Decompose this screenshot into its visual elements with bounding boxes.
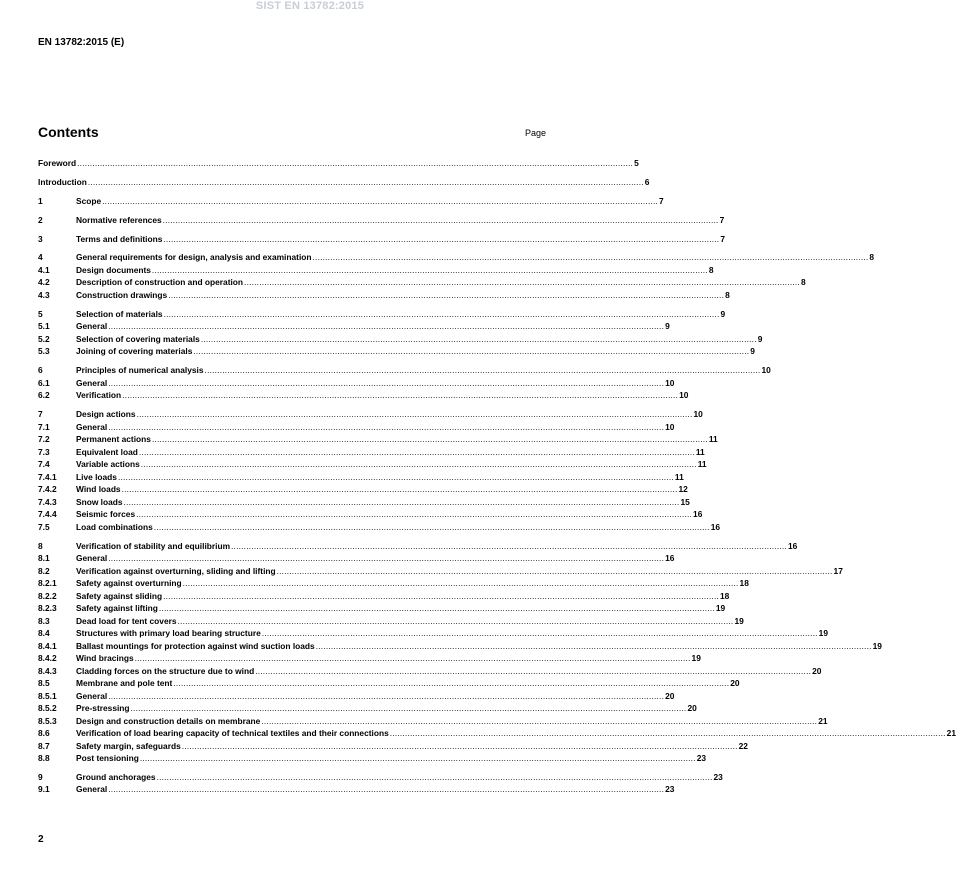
toc-entry-number: 7.3 <box>38 446 50 457</box>
toc-entry[interactable] <box>38 540 798 553</box>
watermark: SIST EN 13782:2015 <box>255 0 365 12</box>
toc-entry-title: Safety against sliding <box>76 590 163 601</box>
toc-entry-page: 10 <box>761 365 771 376</box>
toc-entry-title: Post tensioning <box>76 753 139 764</box>
toc-group <box>38 540 956 765</box>
toc-entry-title: General <box>76 421 108 432</box>
toc-entry[interactable] <box>38 577 749 590</box>
dot-leader: ............................................................................................................................................................................................................................ <box>108 553 665 564</box>
toc-entry[interactable] <box>38 377 675 390</box>
toc-entry[interactable] <box>38 289 730 302</box>
toc-entry-page: 19 <box>872 640 882 651</box>
toc-entry-page: 20 <box>812 665 822 676</box>
toc-group <box>38 771 723 796</box>
toc-entry[interactable] <box>38 665 822 678</box>
toc-entry-title: Scope <box>76 195 102 206</box>
toc-entry-number: 9.1 <box>38 784 50 795</box>
toc-entry[interactable] <box>38 233 725 246</box>
toc-entry-page: 19 <box>715 603 726 614</box>
toc-entry-page: 18 <box>720 590 730 601</box>
toc-entry-title: Variable actions <box>76 459 140 470</box>
dot-leader: ............................................................................................................................................................................................................................ <box>108 690 665 701</box>
toc-entry-title: Selection of materials <box>76 308 163 319</box>
toc-entry-page: 10 <box>679 390 689 401</box>
dot-leader: ............................................................................................................................................................................................................................ <box>139 753 696 764</box>
document-id: EN 13782:2015 (E) <box>38 37 125 48</box>
toc-entry-page: 11 <box>674 471 684 482</box>
toc-entry-title: General <box>76 690 108 701</box>
toc-entry-number: 7.4 <box>38 459 50 470</box>
toc-entry-title: Design documents <box>76 264 151 275</box>
toc-entry-title: Design and construction details on membrane <box>76 715 261 726</box>
toc-entry-number: 8.3 <box>38 615 50 626</box>
toc-entry-page: 20 <box>730 678 740 689</box>
dot-leader: ............................................................................................................................................................................................................................ <box>77 158 634 168</box>
dot-leader: ............................................................................................................................................................................................................................ <box>162 214 719 225</box>
dot-leader: ............................................................................................................................................................................................................................ <box>102 195 659 206</box>
toc-entry-number: 1 <box>38 195 43 206</box>
toc-entry-title: Ballast mountings for protection against wind suction loads <box>76 640 315 651</box>
toc-entry-title: Normative references <box>76 214 162 225</box>
toc-entry-number: 7.4.1 <box>38 471 57 482</box>
toc-entry-number: 4.2 <box>38 277 50 288</box>
toc-group <box>38 233 725 246</box>
toc-entry-number: 8.5.1 <box>38 690 57 701</box>
toc-entry-page: 11 <box>695 446 705 457</box>
toc-entry-number: 7.4.4 <box>38 509 57 520</box>
toc-entry-page: 22 <box>738 740 748 751</box>
toc-group <box>38 157 639 170</box>
dot-leader: ............................................................................................................................................................................................................................ <box>122 390 679 401</box>
toc-entry-page: 21 <box>946 728 956 739</box>
toc-entry[interactable] <box>38 783 675 796</box>
toc-entry-title: Verification <box>76 390 122 401</box>
dot-leader: ............................................................................................................................................................................................................................ <box>156 771 713 782</box>
toc-entry-page: 10 <box>665 421 675 432</box>
toc-entry[interactable] <box>38 320 670 333</box>
toc-entry-title: General <box>76 377 108 388</box>
toc-entry-title: Terms and definitions <box>76 233 163 244</box>
toc-entry-page: 7 <box>720 233 725 244</box>
toc-entry-number: 8.2.1 <box>38 578 57 589</box>
toc-entry-title: Equivalent load <box>76 446 138 457</box>
toc-entry-page: 20 <box>665 690 675 701</box>
toc-entry-number: 6.1 <box>38 377 50 388</box>
toc-entry[interactable] <box>38 433 718 446</box>
toc-entry-title: Snow loads <box>76 496 123 507</box>
dot-leader: ............................................................................................................................................................................................................................ <box>108 377 665 388</box>
dot-leader: ............................................................................................................................................................................................................................ <box>163 308 720 319</box>
toc-entry-number: 4.1 <box>38 264 50 275</box>
dot-leader: ............................................................................................................................................................................................................................ <box>134 653 691 664</box>
toc-entry-number: 8.2 <box>38 565 50 576</box>
toc-entry[interactable] <box>38 690 675 703</box>
toc-entry[interactable] <box>38 602 726 615</box>
dot-leader: ............................................................................................................................................................................................................................ <box>151 434 708 445</box>
toc-entry[interactable] <box>38 627 828 640</box>
toc-entry-title: Description of construction and operation <box>76 277 244 288</box>
dot-leader: ............................................................................................................................................................................................................................ <box>231 540 787 551</box>
toc-entry-title: Safety against lifting <box>76 603 158 614</box>
dot-leader: ............................................................................................................................................................................................................................ <box>151 264 708 275</box>
toc-entry-number: 8.4.1 <box>38 640 57 651</box>
toc-group <box>38 195 664 208</box>
dot-leader: ............................................................................................................................................................................................................................ <box>181 740 738 751</box>
toc-entry-page: 16 <box>710 521 721 532</box>
toc-entry-title: Principles of numerical analysis <box>76 365 204 376</box>
toc-entry-page: 8 <box>869 252 875 263</box>
toc-entry[interactable] <box>38 771 723 784</box>
toc-entry-number: 7.2 <box>38 434 50 445</box>
toc-entry[interactable] <box>38 565 843 578</box>
dot-leader: ............................................................................................................................................................................................................................ <box>108 784 665 795</box>
toc-entry-number: 8.1 <box>38 553 50 564</box>
toc-entry[interactable] <box>38 677 740 690</box>
toc-entry-number: 8.2.3 <box>38 603 57 614</box>
toc-entry-title: Pre-stressing <box>76 703 130 714</box>
toc-entry[interactable] <box>38 214 725 227</box>
toc-entry-page: 12 <box>678 484 688 495</box>
toc-entry[interactable] <box>38 389 689 402</box>
toc-entry[interactable] <box>38 715 828 728</box>
dot-leader: ............................................................................................................................................................................................................................ <box>123 496 680 507</box>
toc-entry-title: Verification of load bearing capacity of technical textiles and their connections <box>76 728 389 739</box>
dot-leader: ............................................................................................................................................................................................................................ <box>130 703 687 714</box>
toc-entry-number: 8.4.3 <box>38 665 57 676</box>
toc-entry[interactable] <box>38 446 705 459</box>
toc-entry[interactable] <box>38 458 707 471</box>
toc-entry[interactable] <box>38 727 956 740</box>
dot-leader: ............................................................................................................................................................................................................................ <box>276 565 833 576</box>
toc-entry-page: 11 <box>708 434 718 445</box>
dot-leader: ............................................................................................................................................................................................................................ <box>87 176 644 187</box>
toc-entry-page: 16 <box>787 540 798 551</box>
toc-entry-number: 7.4.3 <box>38 496 57 507</box>
dot-leader: ............................................................................................................................................................................................................................ <box>140 459 697 470</box>
dot-leader: ............................................................................................................................................................................................................................ <box>158 603 715 614</box>
toc-entry-number: 5 <box>38 308 43 319</box>
toc-entry[interactable] <box>38 521 721 534</box>
toc-entry-number: 7.4.2 <box>38 484 57 495</box>
toc-entry[interactable] <box>38 471 684 484</box>
dot-leader: ............................................................................................................................................................................................................................ <box>121 484 678 495</box>
toc-entry-number: 7.5 <box>38 521 50 532</box>
toc-entry-title: General requirements for design, analysis and examination <box>76 252 312 263</box>
toc-entry-number: 7 <box>38 409 43 420</box>
toc-entry-page: 16 <box>665 553 675 564</box>
dot-leader: ............................................................................................................................................................................................................................ <box>389 728 946 739</box>
toc-entry[interactable] <box>38 740 748 753</box>
dot-leader: ............................................................................................................................................................................................................................ <box>136 509 693 520</box>
toc-entry[interactable] <box>38 640 882 653</box>
toc-entry-number: 5.1 <box>38 321 50 332</box>
toc-entry-title: Construction drawings <box>76 289 168 300</box>
toc-entry-number: 3 <box>38 233 43 244</box>
toc-entry-number: 4 <box>38 252 43 263</box>
toc-entry[interactable] <box>38 652 701 665</box>
toc-entry-number: 8.6 <box>38 728 50 739</box>
dot-leader: ............................................................................................................................................................................................................................ <box>136 409 693 420</box>
toc-entry-title: Verification against overturning, sliding and lifting <box>76 565 276 576</box>
toc-entry-number: 8.7 <box>38 740 50 751</box>
toc-entry[interactable] <box>38 333 763 346</box>
page-number: 2 <box>38 834 44 845</box>
toc-entry-page: 11 <box>697 459 707 470</box>
toc-entry-page: 6 <box>644 176 650 187</box>
toc-group <box>38 408 721 533</box>
toc-entry-page: 9 <box>750 346 755 357</box>
dot-leader: ............................................................................................................................................................................................................................ <box>261 628 818 639</box>
dot-leader: ............................................................................................................................................................................................................................ <box>200 333 757 344</box>
toc-entry-title: Membrane and pole tent <box>76 678 173 689</box>
toc-entry-page: 19 <box>818 628 828 639</box>
toc-entry-number: 5.2 <box>38 333 50 344</box>
dot-leader: ............................................................................................................................................................................................................................ <box>204 365 761 376</box>
toc-entry-number: 8.4.2 <box>38 653 57 664</box>
dot-leader: ............................................................................................................................................................................................................................ <box>117 471 674 482</box>
toc-entry-number: 8.8 <box>38 753 50 764</box>
toc-entry-page: 8 <box>725 289 730 300</box>
toc-entry[interactable] <box>38 364 771 377</box>
toc-entry-number: 7.1 <box>38 421 50 432</box>
toc-entry-title: Load combinations <box>76 521 153 532</box>
toc-entry[interactable] <box>38 251 875 264</box>
page-title: Contents <box>38 124 99 140</box>
toc-entry-number: 5.3 <box>38 346 50 357</box>
toc-entry-page: 19 <box>691 653 701 664</box>
toc-entry-page: 23 <box>713 771 723 782</box>
toc-entry[interactable] <box>38 276 806 289</box>
toc-entry[interactable] <box>38 496 690 509</box>
toc-entry-page: 10 <box>693 409 703 420</box>
toc-entry[interactable] <box>38 483 688 496</box>
toc-entry-page: 8 <box>800 277 806 288</box>
toc-entry-title: Seismic forces <box>76 509 136 520</box>
toc-entry-page: 9 <box>720 308 726 319</box>
toc-entry-number: 8.5.3 <box>38 715 57 726</box>
toc-group <box>38 176 650 189</box>
dot-leader: ............................................................................................................................................................................................................................ <box>261 715 818 726</box>
toc-entry[interactable] <box>38 590 730 603</box>
toc-entry-title: General <box>76 321 108 332</box>
toc-entry[interactable] <box>38 615 744 628</box>
toc-entry-page: 17 <box>833 565 843 576</box>
toc-entry-page: 18 <box>739 578 749 589</box>
toc-entry-page: 7 <box>659 195 664 206</box>
toc-entry-title: Verification of stability and equilibrium <box>76 540 231 551</box>
toc-entry[interactable] <box>38 408 703 421</box>
dot-leader: ............................................................................................................................................................................................................................ <box>163 233 720 244</box>
dot-leader: ............................................................................................................................................................................................................................ <box>177 615 734 626</box>
dot-leader: ............................................................................................................................................................................................................................ <box>173 678 730 689</box>
dot-leader: ............................................................................................................................................................................................................................ <box>315 640 872 651</box>
toc-entry-title: Wind bracings <box>76 653 134 664</box>
toc-entry-number: 4.3 <box>38 289 50 300</box>
dot-leader: ............................................................................................................................................................................................................................ <box>182 578 739 589</box>
toc-entry[interactable] <box>38 195 664 208</box>
toc-entry[interactable] <box>38 308 726 321</box>
toc-entry-page: 9 <box>665 321 670 332</box>
toc-entry-title: Cladding forces on the structure due to wind <box>76 665 255 676</box>
dot-leader: ............................................................................................................................................................................................................................ <box>168 289 725 300</box>
toc-entry-title: General <box>76 784 108 795</box>
page-column-label: Page <box>524 128 546 138</box>
toc-entry-title: Selection of covering materials <box>76 333 200 344</box>
toc-entry-page: 8 <box>708 264 714 275</box>
toc-entry-title: Wind loads <box>76 484 121 495</box>
toc-entry[interactable] <box>38 552 675 565</box>
toc-group <box>38 251 875 301</box>
toc-entry-title: Foreword <box>38 158 77 168</box>
toc-entry-title: Introduction <box>38 176 87 187</box>
toc-entry-title: Ground anchorages <box>76 771 156 782</box>
toc-entry-number: 8.2.2 <box>38 590 57 601</box>
toc-entry[interactable] <box>38 702 697 715</box>
toc-entry-page: 21 <box>818 715 828 726</box>
table-of-contents <box>38 157 956 802</box>
toc-entry[interactable] <box>38 157 639 170</box>
toc-entry-page: 23 <box>665 784 675 795</box>
toc-entry-number: 8.5 <box>38 678 50 689</box>
toc-entry-number: 8.5.2 <box>38 703 57 714</box>
toc-entry[interactable] <box>38 345 755 358</box>
toc-entry[interactable] <box>38 752 707 765</box>
dot-leader: ............................................................................................................................................................................................................................ <box>193 346 750 357</box>
toc-entry-title: Design actions <box>76 409 136 420</box>
dot-leader: ............................................................................................................................................................................................................................ <box>108 321 665 332</box>
toc-entry-page: 19 <box>734 615 744 626</box>
toc-entry-number: 6 <box>38 365 43 376</box>
toc-entry-title: Permanent actions <box>76 434 151 445</box>
toc-entry-title: General <box>76 553 108 564</box>
toc-entry-title: Joining of covering materials <box>76 346 193 357</box>
toc-entry-number: 8.4 <box>38 628 50 639</box>
toc-entry-page: 5 <box>634 158 639 168</box>
toc-entry-page: 15 <box>680 496 690 507</box>
toc-entry-page: 16 <box>693 509 703 520</box>
toc-entry-page: 10 <box>665 377 675 388</box>
toc-entry-title: Dead load for tent covers <box>76 615 177 626</box>
dot-leader: ............................................................................................................................................................................................................................ <box>163 590 720 601</box>
dot-leader: ............................................................................................................................................................................................................................ <box>244 277 800 288</box>
dot-leader: ............................................................................................................................................................................................................................ <box>138 446 695 457</box>
dot-leader: ............................................................................................................................................................................................................................ <box>153 521 710 532</box>
toc-entry-title: Structures with primary load bearing structure <box>76 628 261 639</box>
toc-group <box>38 308 763 358</box>
toc-entry-number: 8 <box>38 540 43 551</box>
dot-leader: ............................................................................................................................................................................................................................ <box>312 252 869 263</box>
toc-group <box>38 364 771 402</box>
toc-entry-number: 2 <box>38 214 43 225</box>
dot-leader: ............................................................................................................................................................................................................................ <box>255 665 812 676</box>
toc-entry[interactable] <box>38 176 650 189</box>
toc-entry[interactable] <box>38 421 675 434</box>
toc-entry-page: 7 <box>719 214 725 225</box>
toc-entry-title: Safety against overturning <box>76 578 182 589</box>
toc-entry-page: 9 <box>757 333 763 344</box>
toc-entry-number: 6.2 <box>38 390 50 401</box>
toc-entry[interactable] <box>38 264 714 277</box>
toc-entry-page: 20 <box>687 703 697 714</box>
toc-entry-title: Live loads <box>76 471 117 482</box>
dot-leader: ............................................................................................................................................................................................................................ <box>108 421 665 432</box>
toc-entry-title: Safety margin, safeguards <box>76 740 181 751</box>
toc-group <box>38 214 725 227</box>
toc-entry-number: 9 <box>38 771 43 782</box>
toc-entry[interactable] <box>38 508 703 521</box>
toc-entry-page: 23 <box>696 753 707 764</box>
